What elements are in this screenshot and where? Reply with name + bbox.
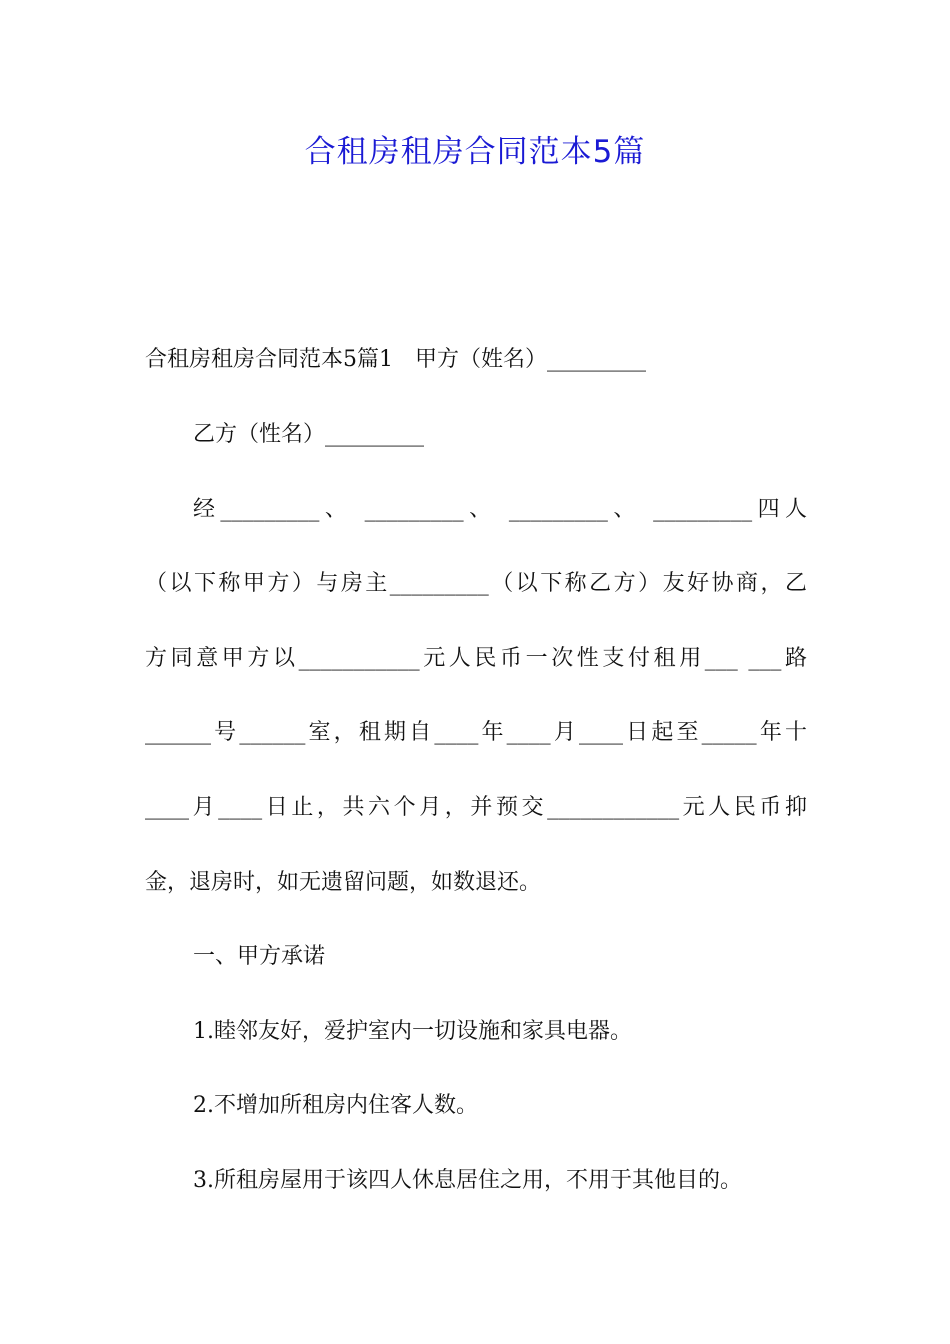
paragraph-line: ____月____日止，共六个月，并预交____________元人民币抑 xyxy=(145,795,807,820)
paragraph-line: 经_________、 _________、 _________、 _________四人 xyxy=(193,497,807,522)
clause-item: 3.所租房屋用于该四人休息居住之用，不用于其他目的。 xyxy=(193,1168,742,1193)
paragraph-line: （以下称甲方）与房主_________（以下称乙方）友好协商，乙 xyxy=(145,571,807,596)
paragraph-line: ______号______室，租期自____年____月____日起至_____年十 xyxy=(145,720,807,745)
clause-item: 1.睦邻友好，爱护室内一切设施和家具电器。 xyxy=(193,1019,632,1044)
clause-item: 2.不增加所租房内住客人数。 xyxy=(193,1093,478,1118)
paragraph-line: 方同意甲方以___________元人民币一次性支付租用___ ___路 xyxy=(145,646,807,671)
party-b-line: 乙方（性名）_________ xyxy=(193,422,425,447)
document-title: 合租房租房合同范本5篇 xyxy=(304,134,646,170)
paragraph-line: 金，退房时，如无遗留问题，如数退还。 xyxy=(145,870,542,895)
party-a-line: 合租房租房合同范本5篇1 甲方（姓名）_________ xyxy=(145,347,646,372)
section-heading: 一、甲方承诺 xyxy=(193,944,326,969)
